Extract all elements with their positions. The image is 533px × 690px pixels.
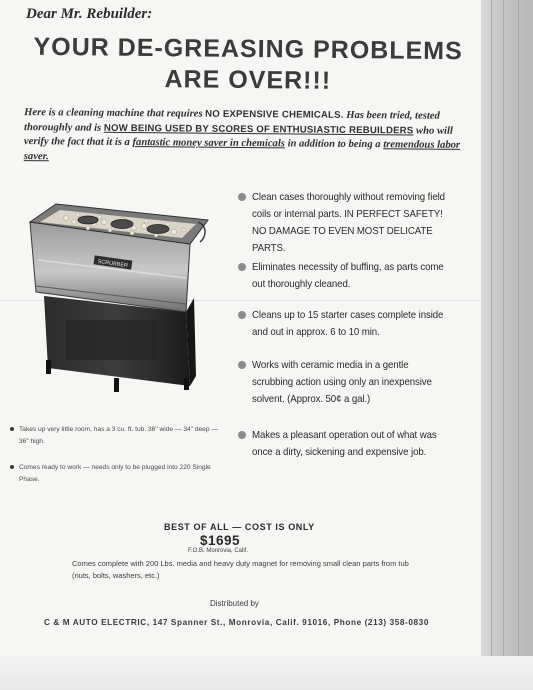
scan-border: [481, 0, 533, 690]
distributed-by-label: Distributed by: [210, 599, 259, 608]
fob-note: F.O.B. Monrovia, Calif.: [188, 548, 249, 554]
intro-money-saver: fantastic money saver in chemicals: [132, 137, 285, 150]
feature-text: Eliminates necessity of buffing, as parts come out thoroughly cleaned.: [252, 262, 444, 290]
bullet-dot-icon: [238, 193, 246, 201]
intro-part-7: in addition to being a: [284, 138, 384, 151]
note-bullet-icon: [10, 427, 14, 431]
feature-text: Works with ceramic media in a gentle scrubbing action using only an inexpensive solvent. (Approx. 50¢ a gal.): [252, 360, 432, 405]
price: $1695: [200, 533, 241, 548]
salutation: Dear Mr. Rebuilder:: [26, 6, 153, 22]
bullet-dot-icon: [238, 361, 246, 369]
bullet-dot-icon: [238, 431, 246, 439]
package-description: Comes complete with 200 Lbs. media and heavy duty magnet for removing small clean parts from tub (nuts, bolts, washers, etc.): [72, 559, 409, 580]
feature-text: Makes a pleasant operation out of what was once a dirty, sickening and expensive job.: [252, 430, 437, 458]
headline: [28, 32, 469, 99]
machine-nameplate: SCRUBBER: [97, 258, 129, 270]
note-bullet-icon: [10, 465, 14, 469]
best-of-all-heading: BEST OF ALL — COST IS ONLY: [164, 522, 315, 532]
intro-paragraph: [24, 106, 464, 168]
intro-part-3: Has been tried, tested thoroughly and is: [24, 109, 440, 134]
degreasing-machine-photo: [26, 200, 216, 400]
bullet-dot-icon: [238, 263, 246, 271]
intro-no-chemicals: NO EXPENSIVE CHEMICALS.: [205, 108, 344, 121]
distributor-address: C & M AUTO ELECTRIC, 147 Spanner St., Monrovia, Calif. 91016, Phone (213) 358-0830: [44, 618, 429, 627]
intro-part-1: Here is a cleaning machine that requires: [24, 107, 206, 120]
spec-note-text: Takes up very little room, has a 3 cu. ft. tub. 36" wide — 34" deep — 36" high.: [19, 426, 218, 445]
scan-bottom-edge: [0, 656, 533, 690]
intro-labor-saver: tremendous labor saver.: [23, 139, 461, 162]
headline-line-2: ARE OVER!!!: [164, 65, 332, 95]
intro-scores-of-rebuilders: NOW BEING USED BY SCORES OF ENTHUSIASTIC REBUILDERS: [103, 122, 414, 136]
intro-part-5: who will verify the fact that it is a: [23, 124, 453, 149]
bullet-dot-icon: [238, 311, 246, 319]
spec-note-text: Comes ready to work — needs only to be plugged into 220 Single Phase.: [19, 464, 211, 483]
feature-text: Clean cases thoroughly without removing field coils or internal parts. IN PERFECT SAFETY! NO DAMAGE TO EVEN MOST DELICATE PARTS.: [252, 192, 445, 254]
headline-line-1: YOUR DE-GREASING PROBLEMS: [33, 32, 463, 66]
feature-text: Cleans up to 15 starter cases complete inside and out in approx. 6 to 10 min.: [252, 310, 444, 338]
